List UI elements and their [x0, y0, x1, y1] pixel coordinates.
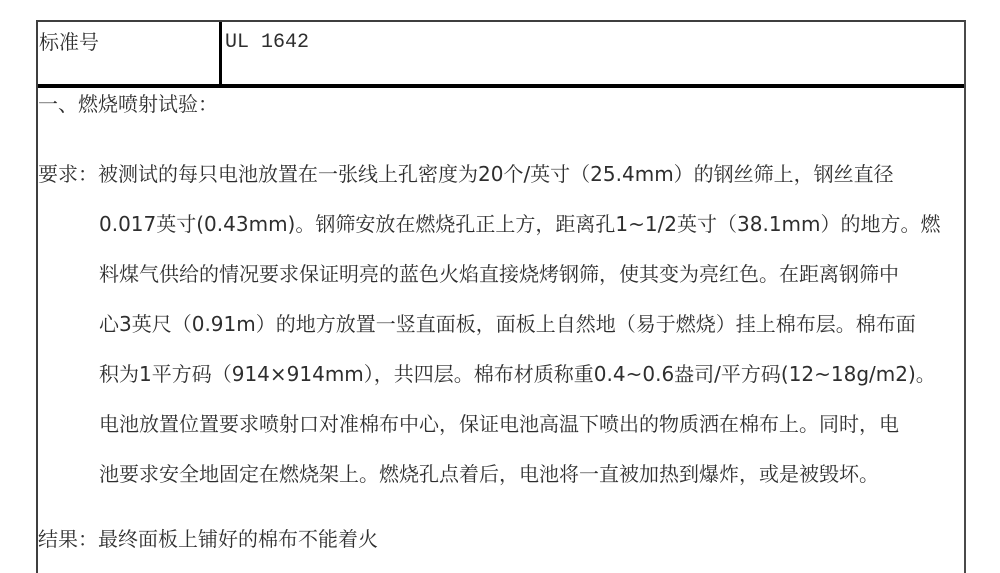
requirement-line: 0.017英寸(0.43mm)。钢筛安放在燃烧孔正上方，距离孔1~1/2英寸（38.1mm）的地方。燃: [99, 212, 941, 236]
requirement-line: 要求：被测试的每只电池放置在一张线上孔密度为20个/英寸（25.4mm）的钢丝筛上，钢丝直径: [38, 162, 894, 186]
standard-test-table: [36, 20, 966, 573]
result-line: 结果：最终面板上铺好的棉布不能着火: [38, 527, 378, 551]
test-description-cell: [38, 93, 964, 564]
standard-number-value-cell: [222, 22, 964, 84]
standard-number-label-cell: [38, 22, 222, 84]
header-row: [38, 22, 964, 88]
requirement-line: 池要求安全地固定在燃烧架上。燃烧孔点着后，电池将一直被加热到爆炸，或是被毁坏。: [99, 462, 879, 486]
requirement-line: 心3英尺（0.91m）的地方放置一竖直面板，面板上自然地（易于燃烧）挂上棉布层。棉布面: [99, 312, 916, 336]
requirement-line: 积为1平方码（914×914mm），共四层。棉布材质称重0.4~0.6盎司/平方码(12~18g/m2)。: [99, 362, 936, 386]
requirement-paragraph: [38, 149, 962, 499]
standard-number-value: UL 1642: [225, 31, 310, 54]
section-title: 一、燃烧喷射试验：: [38, 92, 218, 116]
standard-number-label: 标准号: [39, 30, 99, 54]
requirement-line: 料煤气供给的情况要求保证明亮的蓝色火焰直接烧烤钢筛，使其变为亮红色。在距离钢筛中: [99, 262, 899, 286]
requirement-line: 电池放置位置要求喷射口对准棉布中心，保证电池高温下喷出的物质洒在棉布上。同时，电: [99, 412, 899, 436]
